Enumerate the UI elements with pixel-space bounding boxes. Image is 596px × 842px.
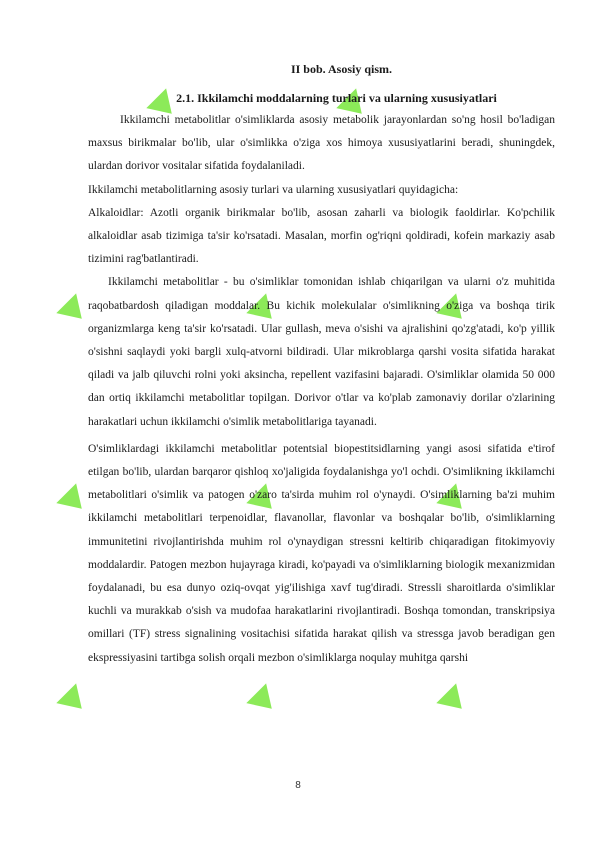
paragraph: Alkaloidlar: Azotli organik birikmalar bo'lib, asosan zaharli va biologik faoldirlar. Ko'pchilik alkaloidlar asab tizimiga ta'sir ko'rsatadi. Masalan, morfin og'riqni qoldiradi, kofein markaziy asab tizimini rag'batlantiradi.	[88, 206, 555, 266]
paragraph: Ikkilamchi metabolitlar o'simliklarda asosiy metabolik jarayonlardan so'ng hosil bo'ladigan maxsus birikmalar bo'lib, ular o'simlikka o'ziga xos himoya xususiyatlarini beradi, shuningdek, ulardan dorivor vositalar sifatida foydalaniladi.	[88, 114, 555, 173]
download-arrow-icon	[56, 683, 91, 718]
page-number: 8	[295, 780, 301, 791]
download-arrow-icon	[56, 483, 91, 518]
download-arrow-icon	[56, 293, 91, 328]
paragraph: Ikkilamchi metabolitlar - bu o'simliklar tomonidan ishlab chiqarilgan va ularni o'z muhitida raqobatbardosh qiladigan moddalar. Bu kichik molekulalar o'simlikning o'ziga va boshqa tirik organizmlarga keng ta'sir ko'rsatadi. Ular gullash, meva o'sishi va ajralishini qo'zg'atadi, ko'p yillik o'sishni saqlaydi yoki bargli xulq-atvorni bildiradi. Ular mikroblarga qarshi vosita sifatida harakat qiladi va jalb qiluvchi rolni yoki aksincha, repellent vazifasini bajaradi. O'simliklar olamida 50 000 dan ortiq ikkilamchi metabolitlar topilgan. Dorivor o'tlar va ko'plab zamonaviy dorilar o'zlarining harakatlari uchun ikkilamchi o'simlik metabolitlariga tayanadi.	[88, 276, 555, 428]
document-page	[88, 60, 555, 670]
download-arrow-icon	[436, 683, 471, 718]
download-arrow-icon	[246, 683, 281, 718]
section-title: 2.1. Ikkilamchi moddalarning turlari va ularning xususiyatlari	[176, 91, 497, 105]
paragraph: O'simliklardagi ikkilamchi metabolitlar potentsial biopestitsidlarning yangi asosi sifatida e'tirof etilgan bo'lib, ulardan barqaror qishloq xo'jaligida foydalanishga yo'l ochdi. O'simlikning ikkilamchi metabolitlari o'simlik va patogen o'zaro ta'sirda muhim rol o'ynaydi. O'simliklarning ba'zi muhim ikkilamchi metabolitlari terpenoidlar, flavanollar, flavonlar va boshqalar bo'lib, o'simliklarning immunitetini rivojlantirishda muhim rol o'ynaydigan stressni keltirib chiqaradigan fitokimyoviy moddalardir. Patogen mezbon hujayraga kiradi, ko'payadi va o'simliklarning biologik mexanizmidan foydalanadi, bu esa dunyo oziq-ovqat yig'ilishiga xavf tug'diradi. Stressli sharoitlarda o'simliklar kuchli va murakkab o'sish va mudofaa harakatlarini rivojlantiradi. Boshqa tomondan, transkripsiya omillari (TF) stress signalining vositachisi sifatida harakat qilish va stressga javob beradigan gen ekspressiyasini tartibga solish orqali mezbon o'simliklarga noqulay muhitga qarshi	[88, 442, 555, 664]
paragraph: Ikkilamchi metabolitlarning asosiy turlari va ularning xususiyatlari quyidagicha:	[88, 183, 459, 196]
chapter-title: II bob. Asosiy qism.	[290, 62, 393, 76]
